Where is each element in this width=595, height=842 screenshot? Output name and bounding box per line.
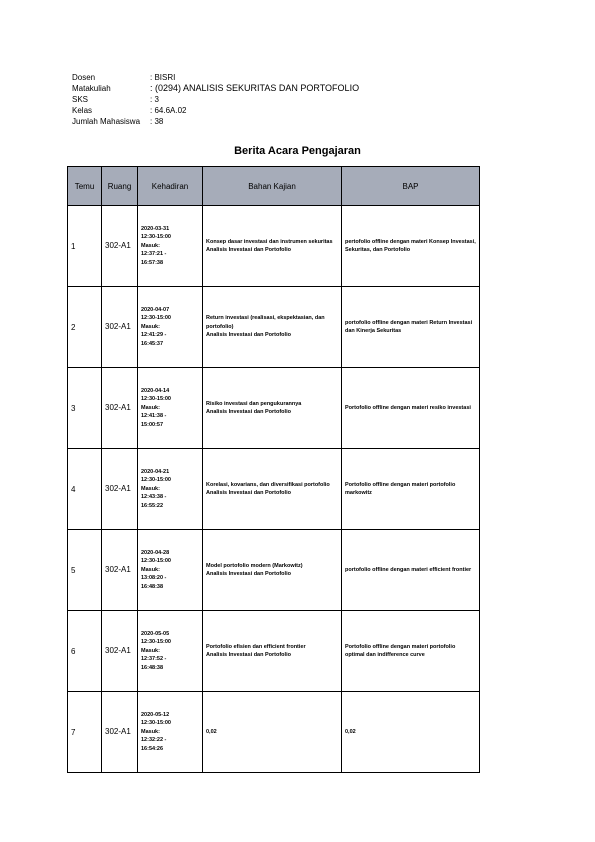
kehadiran-line: 16:57:38 bbox=[141, 259, 164, 266]
course-info bbox=[72, 72, 359, 127]
ruang-cell: 302-A1 bbox=[102, 287, 138, 368]
kehadiran-line: 2020-05-05 bbox=[141, 630, 170, 637]
kehadiran-cell bbox=[138, 287, 203, 368]
info-label: Kelas bbox=[72, 106, 93, 115]
kehadiran-line: Masuk: bbox=[141, 647, 160, 654]
kehadiran-line: 12:37:21 - bbox=[141, 251, 167, 258]
info-label: Dosen bbox=[72, 73, 96, 82]
bap-cell: portofolio offline dengan materi efficient frontier bbox=[342, 530, 480, 611]
table-row bbox=[68, 206, 480, 287]
bahan-kajian-cell: Portofolio efisien dan efficient frontier Analisis Investasi dan Portofolio bbox=[203, 611, 342, 692]
temu-cell: 6 bbox=[68, 611, 102, 692]
kehadiran-line: 12:30-15:00 bbox=[141, 477, 171, 484]
kehadiran-line: 2020-04-07 bbox=[141, 306, 170, 313]
info-row-dosen bbox=[72, 72, 359, 83]
bahan-kajian-cell: 0,02 bbox=[203, 692, 342, 773]
kehadiran-cell bbox=[138, 368, 203, 449]
table-header-row bbox=[68, 167, 480, 206]
bap-cell: Portofolio offline dengan materi portofolio markowitz bbox=[342, 449, 480, 530]
kehadiran-line: Masuk: bbox=[141, 404, 160, 411]
temu-cell: 1 bbox=[68, 206, 102, 287]
info-value: : (0294) ANALISIS SEKURITAS DAN PORTOFOLIO bbox=[150, 83, 360, 93]
column-header-bahan-kajian: Bahan Kajian bbox=[203, 167, 342, 206]
kehadiran-line: 12:30-15:00 bbox=[141, 720, 171, 727]
info-row-matakuliah bbox=[72, 83, 359, 94]
kehadiran-line: 2020-04-14 bbox=[141, 387, 170, 394]
info-row-kelas bbox=[72, 105, 359, 116]
kehadiran-line: Masuk: bbox=[141, 485, 160, 492]
ruang-cell: 302-A1 bbox=[102, 449, 138, 530]
ruang-cell: 302-A1 bbox=[102, 530, 138, 611]
info-row-jumlah-mahasiswa bbox=[72, 116, 359, 127]
column-header-temu: Temu bbox=[68, 167, 102, 206]
info-value: : 64.6A.02 bbox=[150, 106, 187, 115]
kehadiran-line: 2020-04-28 bbox=[141, 549, 170, 556]
bahan-kajian-cell: Return investasi (realisasi, ekspektasian, dan portofolio) Analisis Investasi dan Portofolio bbox=[203, 287, 342, 368]
ruang-cell: 302-A1 bbox=[102, 692, 138, 773]
kehadiran-line: 16:48:38 bbox=[141, 664, 164, 671]
ruang-cell: 302-A1 bbox=[102, 206, 138, 287]
info-row-sks bbox=[72, 94, 359, 105]
kehadiran-line: Masuk: bbox=[141, 566, 160, 573]
bahan-kajian-cell: Korelasi, kovarians, dan diversifikasi portofolio Analisis Investasi dan Portofolio bbox=[203, 449, 342, 530]
kehadiran-line: 12:41:38 - bbox=[141, 413, 167, 420]
ruang-cell: 302-A1 bbox=[102, 368, 138, 449]
temu-cell: 4 bbox=[68, 449, 102, 530]
kehadiran-cell bbox=[138, 611, 203, 692]
table-row bbox=[68, 692, 480, 773]
kehadiran-line: 13:08:20 - bbox=[141, 575, 167, 582]
bahan-kajian-cell: Konsep dasar investasi dan instrumen sekuritas Analisis Investasi dan Portofolio bbox=[203, 206, 342, 287]
temu-cell: 7 bbox=[68, 692, 102, 773]
info-label: Jumlah Mahasiswa bbox=[72, 117, 141, 126]
info-label: SKS bbox=[72, 95, 89, 104]
kehadiran-line: 2020-04-21 bbox=[141, 468, 170, 475]
temu-cell: 2 bbox=[68, 287, 102, 368]
ruang-cell: 302-A1 bbox=[102, 611, 138, 692]
kehadiran-line: 12:30-15:00 bbox=[141, 639, 171, 646]
column-header-kehadiran: Kehadiran bbox=[138, 167, 203, 206]
kehadiran-line: 12:30-15:00 bbox=[141, 558, 171, 565]
kehadiran-line: 2020-03-31 bbox=[141, 225, 170, 232]
kehadiran-cell bbox=[138, 449, 203, 530]
bap-cell: Portofolio offline dengan materi resiko investasi bbox=[342, 368, 480, 449]
kehadiran-line: 16:45:37 bbox=[141, 340, 164, 347]
kehadiran-line: 12:30-15:00 bbox=[141, 234, 171, 241]
bap-table bbox=[67, 166, 480, 773]
bap-cell: pertofolio offline dengan materi Konsep Investasi, Sekuritas, dan Portofolio bbox=[342, 206, 480, 287]
table-row bbox=[68, 530, 480, 611]
bap-cell: Portofolio offline dengan materi portofolio optimal dan indifference curve bbox=[342, 611, 480, 692]
bahan-kajian-cell: Risiko investasi dan pengukurannya Analisis Investasi dan Portofolio bbox=[203, 368, 342, 449]
kehadiran-cell bbox=[138, 206, 203, 287]
kehadiran-line: 12:30-15:00 bbox=[141, 315, 171, 322]
table-row bbox=[68, 611, 480, 692]
info-value: : BISRI bbox=[150, 73, 176, 82]
kehadiran-cell bbox=[138, 692, 203, 773]
info-value: : 38 bbox=[150, 117, 164, 126]
table-row bbox=[68, 287, 480, 368]
kehadiran-line: Masuk: bbox=[141, 323, 160, 330]
kehadiran-line: 16:55:22 bbox=[141, 502, 164, 509]
kehadiran-line: Masuk: bbox=[141, 728, 160, 735]
table-body bbox=[68, 206, 480, 773]
column-header-bap: BAP bbox=[342, 167, 480, 206]
temu-cell: 3 bbox=[68, 368, 102, 449]
bap-cell: portofolio offline dengan materi Return Investasi dan Kinerja Sekuritas bbox=[342, 287, 480, 368]
kehadiran-line: 12:32:22 - bbox=[141, 737, 167, 744]
bahan-kajian-cell: Model portofolio modern (Markowitz) Analisis Investasi dan Portofolio bbox=[203, 530, 342, 611]
temu-cell: 5 bbox=[68, 530, 102, 611]
info-label: Matakuliah bbox=[72, 84, 111, 93]
kehadiran-line: 12:30-15:00 bbox=[141, 396, 171, 403]
kehadiran-line: 12:41:29 - bbox=[141, 332, 167, 339]
kehadiran-line: 2020-05-12 bbox=[141, 711, 170, 718]
table-row bbox=[68, 368, 480, 449]
table-row bbox=[68, 449, 480, 530]
bap-cell: 0,02 bbox=[342, 692, 480, 773]
kehadiran-line: 12:43:38 - bbox=[141, 494, 167, 501]
kehadiran-cell bbox=[138, 530, 203, 611]
column-header-ruang: Ruang bbox=[102, 167, 138, 206]
kehadiran-line: 12:37:52 - bbox=[141, 656, 167, 663]
info-value: : 3 bbox=[150, 95, 159, 104]
kehadiran-line: Masuk: bbox=[141, 242, 160, 249]
kehadiran-line: 15:00:57 bbox=[141, 421, 164, 428]
kehadiran-line: 16:48:38 bbox=[141, 583, 164, 590]
kehadiran-line: 16:54:26 bbox=[141, 745, 164, 752]
page-title: Berita Acara Pengajaran bbox=[234, 145, 361, 157]
